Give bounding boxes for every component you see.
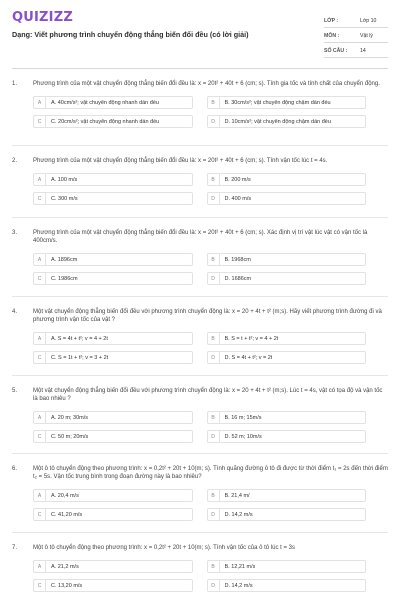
question-number: 6. xyxy=(12,466,18,472)
question-2 xyxy=(12,157,388,205)
question-divider xyxy=(12,532,388,533)
option-a[interactable] xyxy=(33,560,193,573)
option-letter: D xyxy=(208,509,220,520)
option-text: D. 14,2 m/s xyxy=(224,582,253,589)
question-number: 4. xyxy=(12,309,18,315)
option-text: C. 41,20 m/s xyxy=(51,511,83,518)
header xyxy=(12,10,388,58)
question-text: Phương trình của một vật chuyển động thẳng biến đổi đều là: x = 20t² + 40t + 6 (cm; s). Tính gia tốc và tính chất của chuyển động. xyxy=(33,81,380,87)
question-divider xyxy=(12,296,388,297)
option-text: C. 20cm/s²; vật chuyển động nhanh dần đều xyxy=(51,118,160,125)
option-a[interactable] xyxy=(33,96,193,109)
option-text: D. S = 4t + t²; v = 2t xyxy=(224,354,273,361)
option-d[interactable] xyxy=(207,579,367,592)
question-number: 1. xyxy=(12,81,18,87)
option-text: D. 10cm/s²; vật chuyển động chậm dần đều xyxy=(224,118,331,125)
question-7 xyxy=(12,544,388,592)
option-c[interactable] xyxy=(33,351,193,364)
option-letter: D xyxy=(208,116,220,127)
question-1 xyxy=(12,80,388,128)
option-text: C. 300 m/s xyxy=(51,195,78,202)
option-letter: D xyxy=(208,193,220,204)
option-text: D. 52 m; 10m/s xyxy=(224,433,262,440)
option-text: C. 13,20 m/s xyxy=(51,582,83,589)
meta-row-subject xyxy=(324,29,388,43)
question-6 xyxy=(12,465,388,521)
option-b[interactable] xyxy=(207,96,367,109)
option-d[interactable] xyxy=(207,115,367,128)
option-letter: A xyxy=(34,97,46,108)
option-text: B. 200 m/s xyxy=(224,176,251,183)
option-c[interactable] xyxy=(33,115,193,128)
option-text: C. 50 m; 20m/s xyxy=(51,433,89,440)
question-text: Một ô tô chuyển động theo phương trình: x = 0,2t² + 20t + 10(m; s). Tính vận tốc của ô tô lúc t = 3s xyxy=(33,545,295,551)
question-divider xyxy=(12,375,388,376)
option-letter: C xyxy=(34,509,46,520)
question-number: 7. xyxy=(12,545,18,551)
option-letter: C xyxy=(34,193,46,204)
option-letter: D xyxy=(208,273,220,284)
option-text: B. 1968cm xyxy=(224,256,251,263)
question-text: Phương trình của một vật chuyển động thẳng biến đổi đều là: x = 20t² + 40t + 6 (cm; s). Tính vận tốc lúc t = 4s. xyxy=(33,158,328,164)
option-text: A. 1896cm xyxy=(51,256,78,263)
question-number: 3. xyxy=(12,230,18,236)
meta-label: SỐ CÂU : xyxy=(324,47,348,54)
question-text: Một vật chuyển động thẳng biến đổi đều với phương trình chuyển động là: x = 20 + 4t + t² (m;s). Lúc t = 4s, vật có tọa độ và vận tốc là bao nhiêu ? xyxy=(33,388,383,402)
option-letter: C xyxy=(34,352,46,363)
option-text: C. S = 1t + t²; v = 3 + 2t xyxy=(51,354,109,361)
option-text: A. 20,4 m/s xyxy=(51,492,79,499)
option-b[interactable] xyxy=(207,411,367,424)
option-a[interactable] xyxy=(33,489,193,502)
option-c[interactable] xyxy=(33,272,193,285)
option-text: A. 21,2 m/s xyxy=(51,563,79,570)
question-text: Phương trình của một vật chuyển động thẳng biến đổi đều là: x = 20t² + 40t + 6 (cm; s). Xác định vị trí vật lúc vật có vận tốc là 400cm/s. xyxy=(33,230,368,244)
meta-row-class xyxy=(324,14,388,28)
option-text: A. S = 4t + t²; v = 4 + 2t xyxy=(51,335,108,342)
question-4 xyxy=(12,308,388,364)
question-divider xyxy=(12,145,388,146)
meta-value: Lớp 10 xyxy=(360,17,377,24)
page-title: Dạng: Viết phương trình chuyển động thẳng biến đổi đều (có lời giải) xyxy=(12,30,249,39)
option-text: B. 21,4 m/ xyxy=(224,492,250,499)
option-letter: A xyxy=(34,174,46,185)
option-letter: B xyxy=(208,97,220,108)
option-letter: D xyxy=(208,580,220,591)
option-d[interactable] xyxy=(207,272,367,285)
question-3 xyxy=(12,229,388,285)
question-divider xyxy=(12,217,388,218)
option-b[interactable] xyxy=(207,489,367,502)
option-text: C. 1986cm xyxy=(51,275,78,282)
question-number: 2. xyxy=(12,158,18,164)
option-letter: A xyxy=(34,490,46,501)
option-text: B. S = t + t²; v = 4 + 2t xyxy=(224,335,279,342)
option-text: B. 30cm/s²; vật chuyển động chậm dần đều xyxy=(224,99,331,106)
option-b[interactable] xyxy=(207,253,367,266)
option-letter: C xyxy=(34,116,46,127)
option-text: B. 12,21 m/s xyxy=(224,563,256,570)
meta-value: 14 xyxy=(360,47,366,54)
question-text: Một vật chuyển động thẳng biến đổi đều với phương trình chuyển động là: x = 20 + 4t + t² (m;s). Hãy viết phương trình đường đi và phương trình vận tốc của vật ? xyxy=(33,309,382,323)
option-d[interactable] xyxy=(207,430,367,443)
option-letter: C xyxy=(34,273,46,284)
question-divider xyxy=(12,453,388,454)
option-letter: B xyxy=(208,490,220,501)
option-letter: B xyxy=(208,174,220,185)
option-text: D. 14,2 m/s xyxy=(224,511,253,518)
option-c[interactable] xyxy=(33,508,193,521)
option-letter: C xyxy=(34,580,46,591)
option-letter: A xyxy=(34,333,46,344)
meta-row-count xyxy=(324,44,388,58)
question-5 xyxy=(12,387,388,443)
meta-table xyxy=(324,14,388,59)
header-divider xyxy=(12,68,388,69)
option-c[interactable] xyxy=(33,430,193,443)
option-letter: A xyxy=(34,254,46,265)
option-a[interactable] xyxy=(33,411,193,424)
meta-label: LỚP : xyxy=(324,17,339,24)
option-letter: B xyxy=(208,333,220,344)
option-letter: D xyxy=(208,431,220,442)
option-letter: B xyxy=(208,412,220,423)
option-letter: C xyxy=(34,431,46,442)
option-d[interactable] xyxy=(207,508,367,521)
option-a[interactable] xyxy=(33,173,193,186)
option-b[interactable] xyxy=(207,332,367,345)
option-b[interactable] xyxy=(207,560,367,573)
option-text: A. 40cm/s²; vật chuyển động nhanh dần đều xyxy=(51,99,159,106)
question-number: 5. xyxy=(12,388,18,394)
option-letter: A xyxy=(34,561,46,572)
meta-label: MÔN : xyxy=(324,32,340,39)
meta-value: Vật lý xyxy=(360,32,373,39)
option-a[interactable] xyxy=(33,332,193,345)
option-letter: B xyxy=(208,254,220,265)
option-d[interactable] xyxy=(207,192,367,205)
quizizz-logo[interactable]: QUIZIZZ xyxy=(12,10,73,25)
option-text: A. 100 m/s xyxy=(51,176,78,183)
option-b[interactable] xyxy=(207,173,367,186)
option-text: A. 20 m; 30m/s xyxy=(51,414,88,421)
question-text: Một ô tô chuyển động theo phương trình: x = 0,2t² + 20t + 10(m; s). Tính quãng đường ô tô đi được từ thời điểm t₁ = 2s đến thời điểm t₂ = 5s. Vận tốc trung bình trong đoạn đường này là bao nhiêu? xyxy=(33,466,388,480)
option-letter: B xyxy=(208,561,220,572)
option-c[interactable] xyxy=(33,579,193,592)
option-text: B. 16 m; 15m/s xyxy=(224,414,262,421)
option-text: D. 400 m/s xyxy=(224,195,252,202)
option-letter: D xyxy=(208,352,220,363)
option-letter: A xyxy=(34,412,46,423)
option-a[interactable] xyxy=(33,253,193,266)
option-text: D. 1686cm xyxy=(224,275,252,282)
option-d[interactable] xyxy=(207,351,367,364)
option-c[interactable] xyxy=(33,192,193,205)
